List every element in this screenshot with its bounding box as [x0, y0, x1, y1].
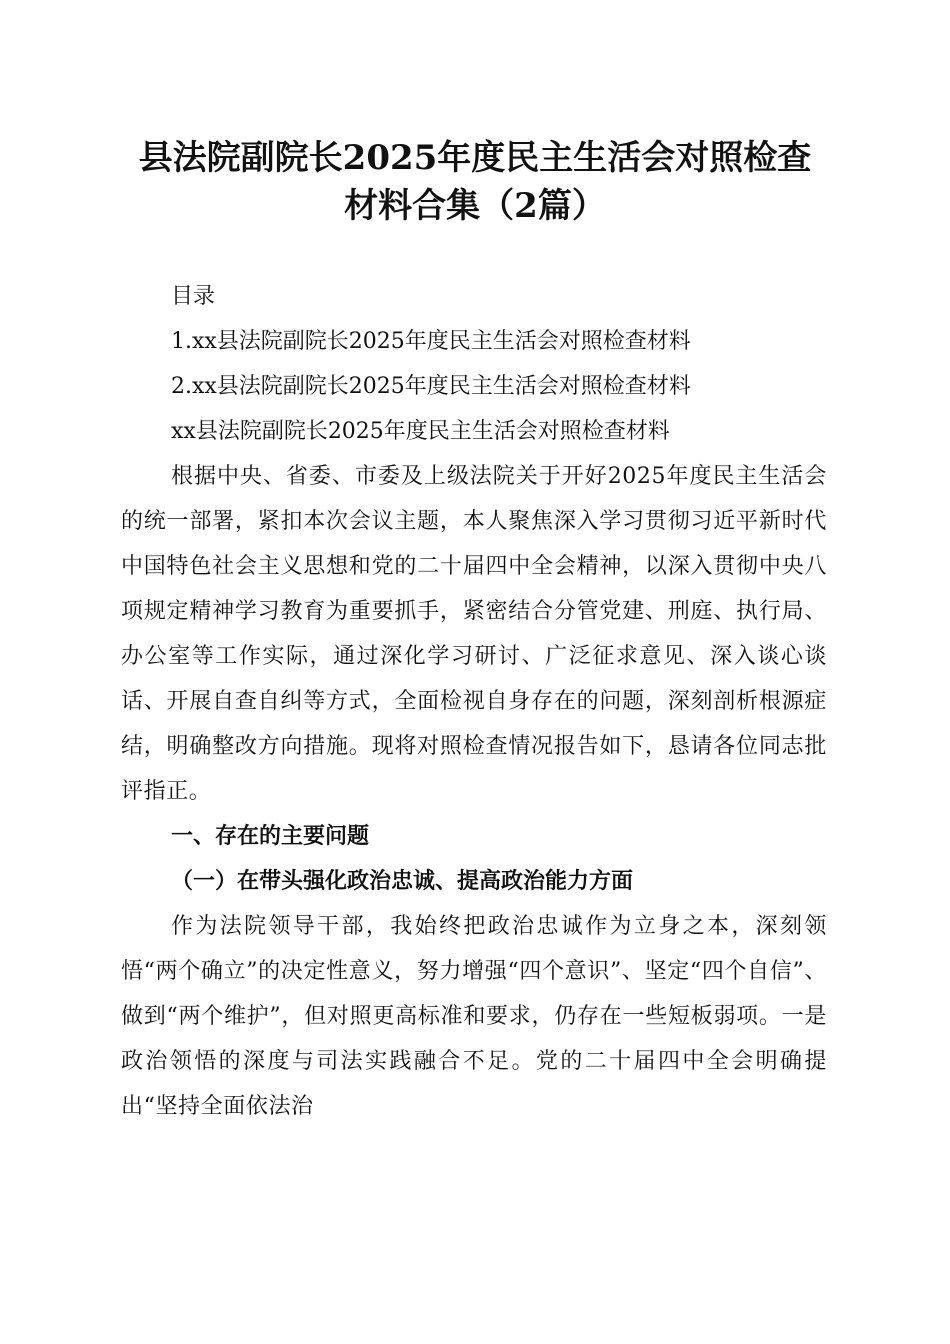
toc-item-1: 1.xx县法院副院长2025年度民主生活会对照检查材料	[171, 329, 691, 354]
toc-label: 目录	[171, 284, 216, 309]
section-title: xx县法院副院长2025年度民主生活会对照检查材料	[171, 419, 670, 444]
heading-level-2: （一）在带头强化政治忠诚、提高政治能力方面	[171, 868, 634, 894]
document-body	[121, 274, 827, 1129]
intro-paragraph: 根据中央、省委、市委及上级法院关于开好2025年度民主生活会的统一部署，紧扣本次会议主题，本人聚焦深入学习贯彻习近平新时代中国特色社会主义思想和党的二十届四中全会精神，以深入贯彻中央八项规定精神学习教育为重要抓手，紧密结合分管党建、刑庭、执行局、办公室等工作实际，通过深化学习研讨、广泛征求意见、深入谈心谈话、开展自查自纠等方式，全面检视自身存在的问题，深刻剖析根源症结，明确整改方向措施。现将对照检查情况报告如下，恳请各位同志批评指正。	[121, 464, 827, 804]
document-title	[100, 134, 850, 230]
title-line-1: 县法院副院长2025年度民主生活会对照检查	[138, 138, 812, 178]
toc-item-2: 2.xx县法院副院长2025年度民主生活会对照检查材料	[171, 374, 691, 399]
heading-level-1: 一、存在的主要问题	[171, 824, 370, 849]
title-line-2: 材料合集（2篇）	[344, 186, 606, 226]
body-paragraph: 作为法院领导干部，我始终把政治忠诚作为立身之本，深刻领悟“两个确立”的决定性意义，努力增强“四个意识”、坚定“四个自信”、做到“两个维护”，但对照更高标准和要求，仍存在一些短板弱项。一是政治领悟的深度与司法实践融合不足。党的二十届四中全会明确提出“坚持全面依法治	[121, 914, 827, 1119]
